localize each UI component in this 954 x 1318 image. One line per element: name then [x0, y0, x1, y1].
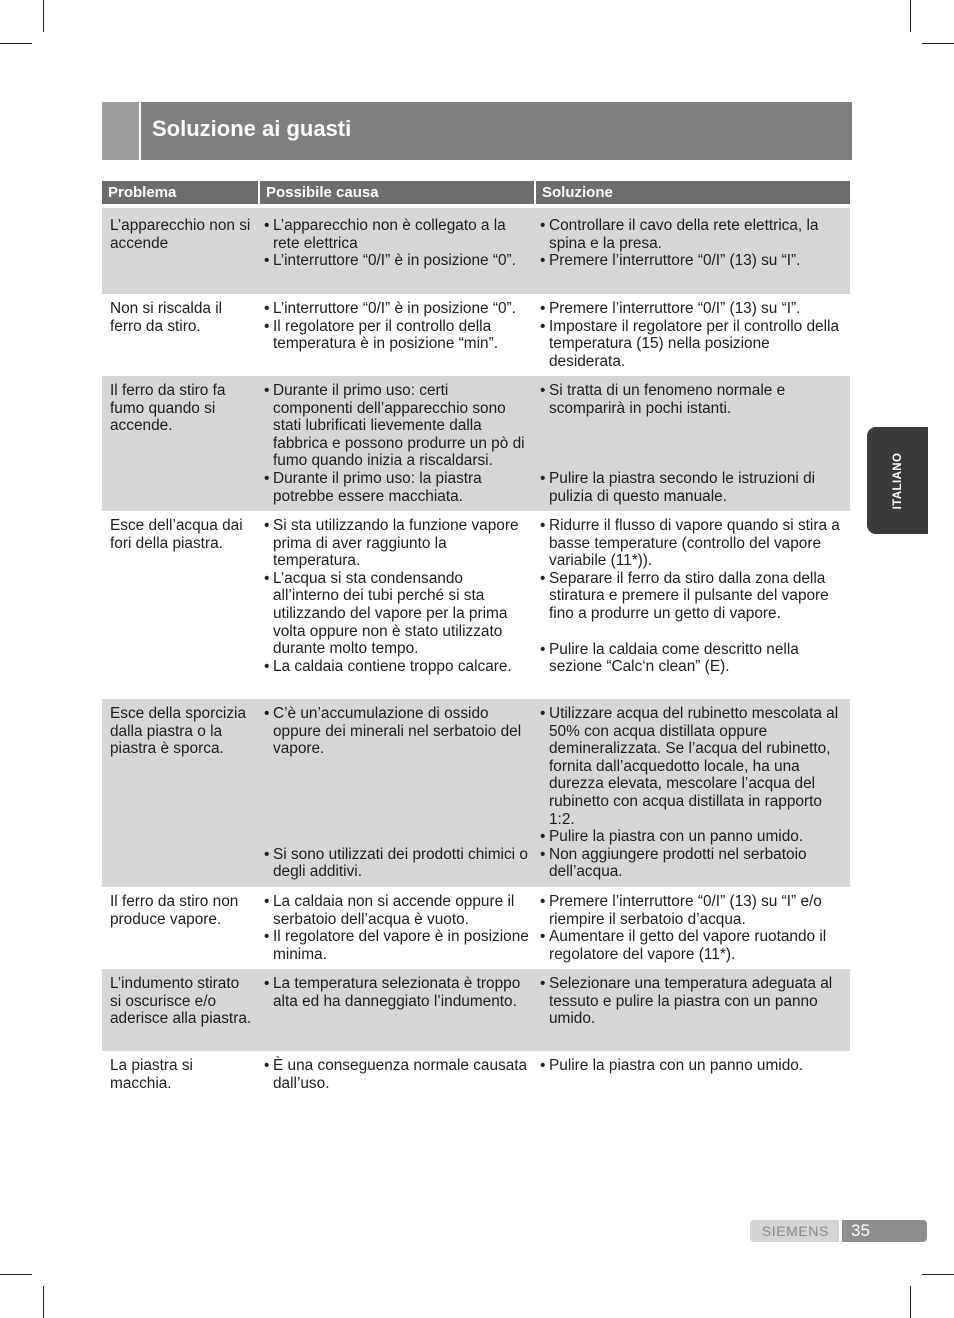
page-title: Soluzione ai guasti — [152, 116, 352, 141]
page-number-box — [842, 1220, 927, 1242]
page-number: 35 — [851, 1221, 870, 1240]
crop-mark — [0, 1274, 32, 1275]
list-item: • Controllare il cavo della rete elettrica, la spina e la presa. — [540, 217, 819, 252]
crop-mark — [0, 43, 32, 44]
solution-cell — [534, 382, 850, 511]
crop-mark — [43, 1286, 44, 1318]
list-item: • È una conseguenza normale causata dall’uso. — [264, 1057, 528, 1092]
list-item: • Si tratta di un fenomeno normale e scomparirà in pochi istanti. — [540, 382, 786, 417]
list-item: • Non aggiungere prodotti nel serbatoio dell’acqua. — [540, 845, 807, 881]
cause-cell — [258, 1057, 534, 1099]
list-item: • Selezionare una temperatura adeguata al tessuto e pulire la piastra con un panno umido. — [540, 975, 833, 1028]
solution-cell — [534, 893, 850, 969]
list-item: • Separare il ferro da stiro dalla zona della stiratura e premere il pulsante del vapore fino a produrre un getto di vapore. — [540, 569, 829, 622]
list-item: • Pulire la piastra secondo le istruzioni di pulizia di questo manuale. — [540, 470, 816, 505]
table-row — [102, 511, 850, 699]
cause-cell — [258, 705, 534, 887]
list-item: • Premere l’interruttore “0/I” (13) su “I”. — [540, 252, 801, 270]
list-item: • L’apparecchio non è collegato a la rete elettrica — [264, 217, 506, 252]
cause-cell — [258, 382, 534, 511]
column-header-possibile-causa: Possibile causa — [258, 181, 534, 204]
crop-mark — [910, 0, 911, 32]
solution-cell — [534, 217, 850, 294]
problem-cell: L’apparecchio non si accende — [110, 217, 251, 252]
problem-cell: L’indumento stirato si oscurisce e/o aderisce alla piastra. — [110, 975, 252, 1028]
list-item: • Durante il primo uso: certi componenti dell’apparecchio sono stati lubrificati lievemente dalla fabbrica e possono produrre un pò di fumo quando inizia a riscaldarsi. — [264, 382, 525, 470]
solution-cell — [534, 1057, 850, 1099]
list-item: • L’interruttore “0/I” è in posizione “0”. — [264, 252, 516, 270]
list-item: • Durante il primo uso: la piastra potrebbe essere macchiata. — [264, 469, 482, 505]
solution-cell — [534, 705, 850, 887]
list-item: • Impostare il regolatore per il controllo della temperatura (15) nella posizione desiderata. — [540, 317, 840, 370]
brand-name: SIEMENS — [761, 1223, 829, 1239]
cause-cell — [258, 893, 534, 969]
list-item: • L’acqua si sta condensando all’interno dei tubi perché si sta utilizzando del vapore per la prima volta oppure non è stato utilizzato durante molto tempo. — [264, 569, 508, 658]
problem-cell: Non si riscalda il ferro da stiro. — [110, 300, 223, 335]
problem-cell: Il ferro da stiro non produce vapore. — [110, 893, 239, 928]
list-item: • Pulire la piastra con un panno umido. — [540, 828, 804, 846]
list-item: • Si sono utilizzati dei prodotti chimici o degli additivi. — [264, 845, 528, 881]
language-label: ITALIANO — [891, 452, 904, 509]
solution-cell — [534, 300, 850, 376]
solution-cell — [534, 975, 850, 1051]
cause-cell — [258, 300, 534, 376]
list-item: • Pulire la caldaia come descritto nella sezione “Calc‘n clean” (E). — [540, 640, 799, 676]
language-tab — [867, 427, 928, 534]
crop-mark — [922, 1274, 954, 1275]
list-item: • Premere l’interruttore “0/I” (13) su “I” e/o riempire il serbatoio d’acqua. — [540, 893, 822, 928]
table-row — [102, 376, 850, 511]
list-item: • Ridurre il flusso di vapore quando si stira a basse temperature (controllo del vapore variabile (11*)). — [540, 517, 840, 570]
brand-label-box — [750, 1220, 839, 1242]
cause-cell — [258, 217, 534, 294]
problem-cell: Esce dell’acqua dai fori della piastra. — [110, 517, 243, 552]
table-row — [102, 208, 850, 294]
table-header — [102, 181, 850, 204]
list-item: • L’interruttore “0/I” è in posizione “0”. — [264, 300, 516, 317]
list-item: • C’è un’accumulazione di ossido oppure dei minerali nel serbatoio del vapore. — [264, 705, 522, 758]
list-item: • Pulire la piastra con un panno umido. — [540, 1057, 804, 1074]
header-accent-tab — [102, 102, 141, 160]
list-item: • Il regolatore del vapore è in posizione minima. — [264, 928, 529, 963]
crop-mark — [910, 1286, 911, 1318]
list-item: • Aumentare il getto del vapore ruotando il regolatore del vapore (11*). — [540, 928, 827, 963]
table-row — [102, 699, 850, 887]
table-row — [102, 969, 850, 1051]
list-item: • Utilizzare acqua del rubinetto mescolata al 50% con acqua distillata oppure demineralizzata. Se l’acqua del rubinetto, fornita dall’acquedotto locale, ha una durezza elevata, mescolare l’acqua del rubinetto con acqua distillata in rapporto 1:2. — [540, 705, 839, 828]
problem-cell: Il ferro da stiro fa fumo quando si accende. — [110, 382, 226, 435]
problem-cell: La piastra si macchia. — [110, 1057, 193, 1092]
troubleshooting-table — [102, 181, 850, 1099]
cause-cell — [258, 975, 534, 1051]
list-item: • La caldaia contiene troppo calcare. — [264, 657, 512, 675]
list-item: • Premere l’interruttore “0/I” (13) su “I”. — [540, 300, 801, 317]
table-row — [102, 294, 850, 376]
column-header-problema: Problema — [102, 181, 258, 204]
list-item: • Il regolatore per il controllo della temperatura è in posizione “min”. — [264, 317, 498, 353]
section-header — [102, 102, 852, 160]
table-row — [102, 887, 850, 969]
list-item: • Si sta utilizzando la funzione vapore prima di aver raggiunto la temperatura. — [264, 517, 519, 570]
solution-cell — [534, 517, 850, 699]
column-header-soluzione: Soluzione — [534, 181, 850, 204]
list-item: • La caldaia non si accende oppure il serbatoio dell’acqua è vuoto. — [264, 893, 515, 928]
crop-mark — [922, 43, 954, 44]
cause-cell — [258, 517, 534, 699]
table-row — [102, 1051, 850, 1099]
problem-cell: Esce della sporcizia dalla piastra o la piastra è sporca. — [110, 705, 247, 758]
list-item: • La temperatura selezionata è troppo alta ed ha danneggiato l’indumento. — [264, 975, 521, 1010]
crop-mark — [43, 0, 44, 32]
